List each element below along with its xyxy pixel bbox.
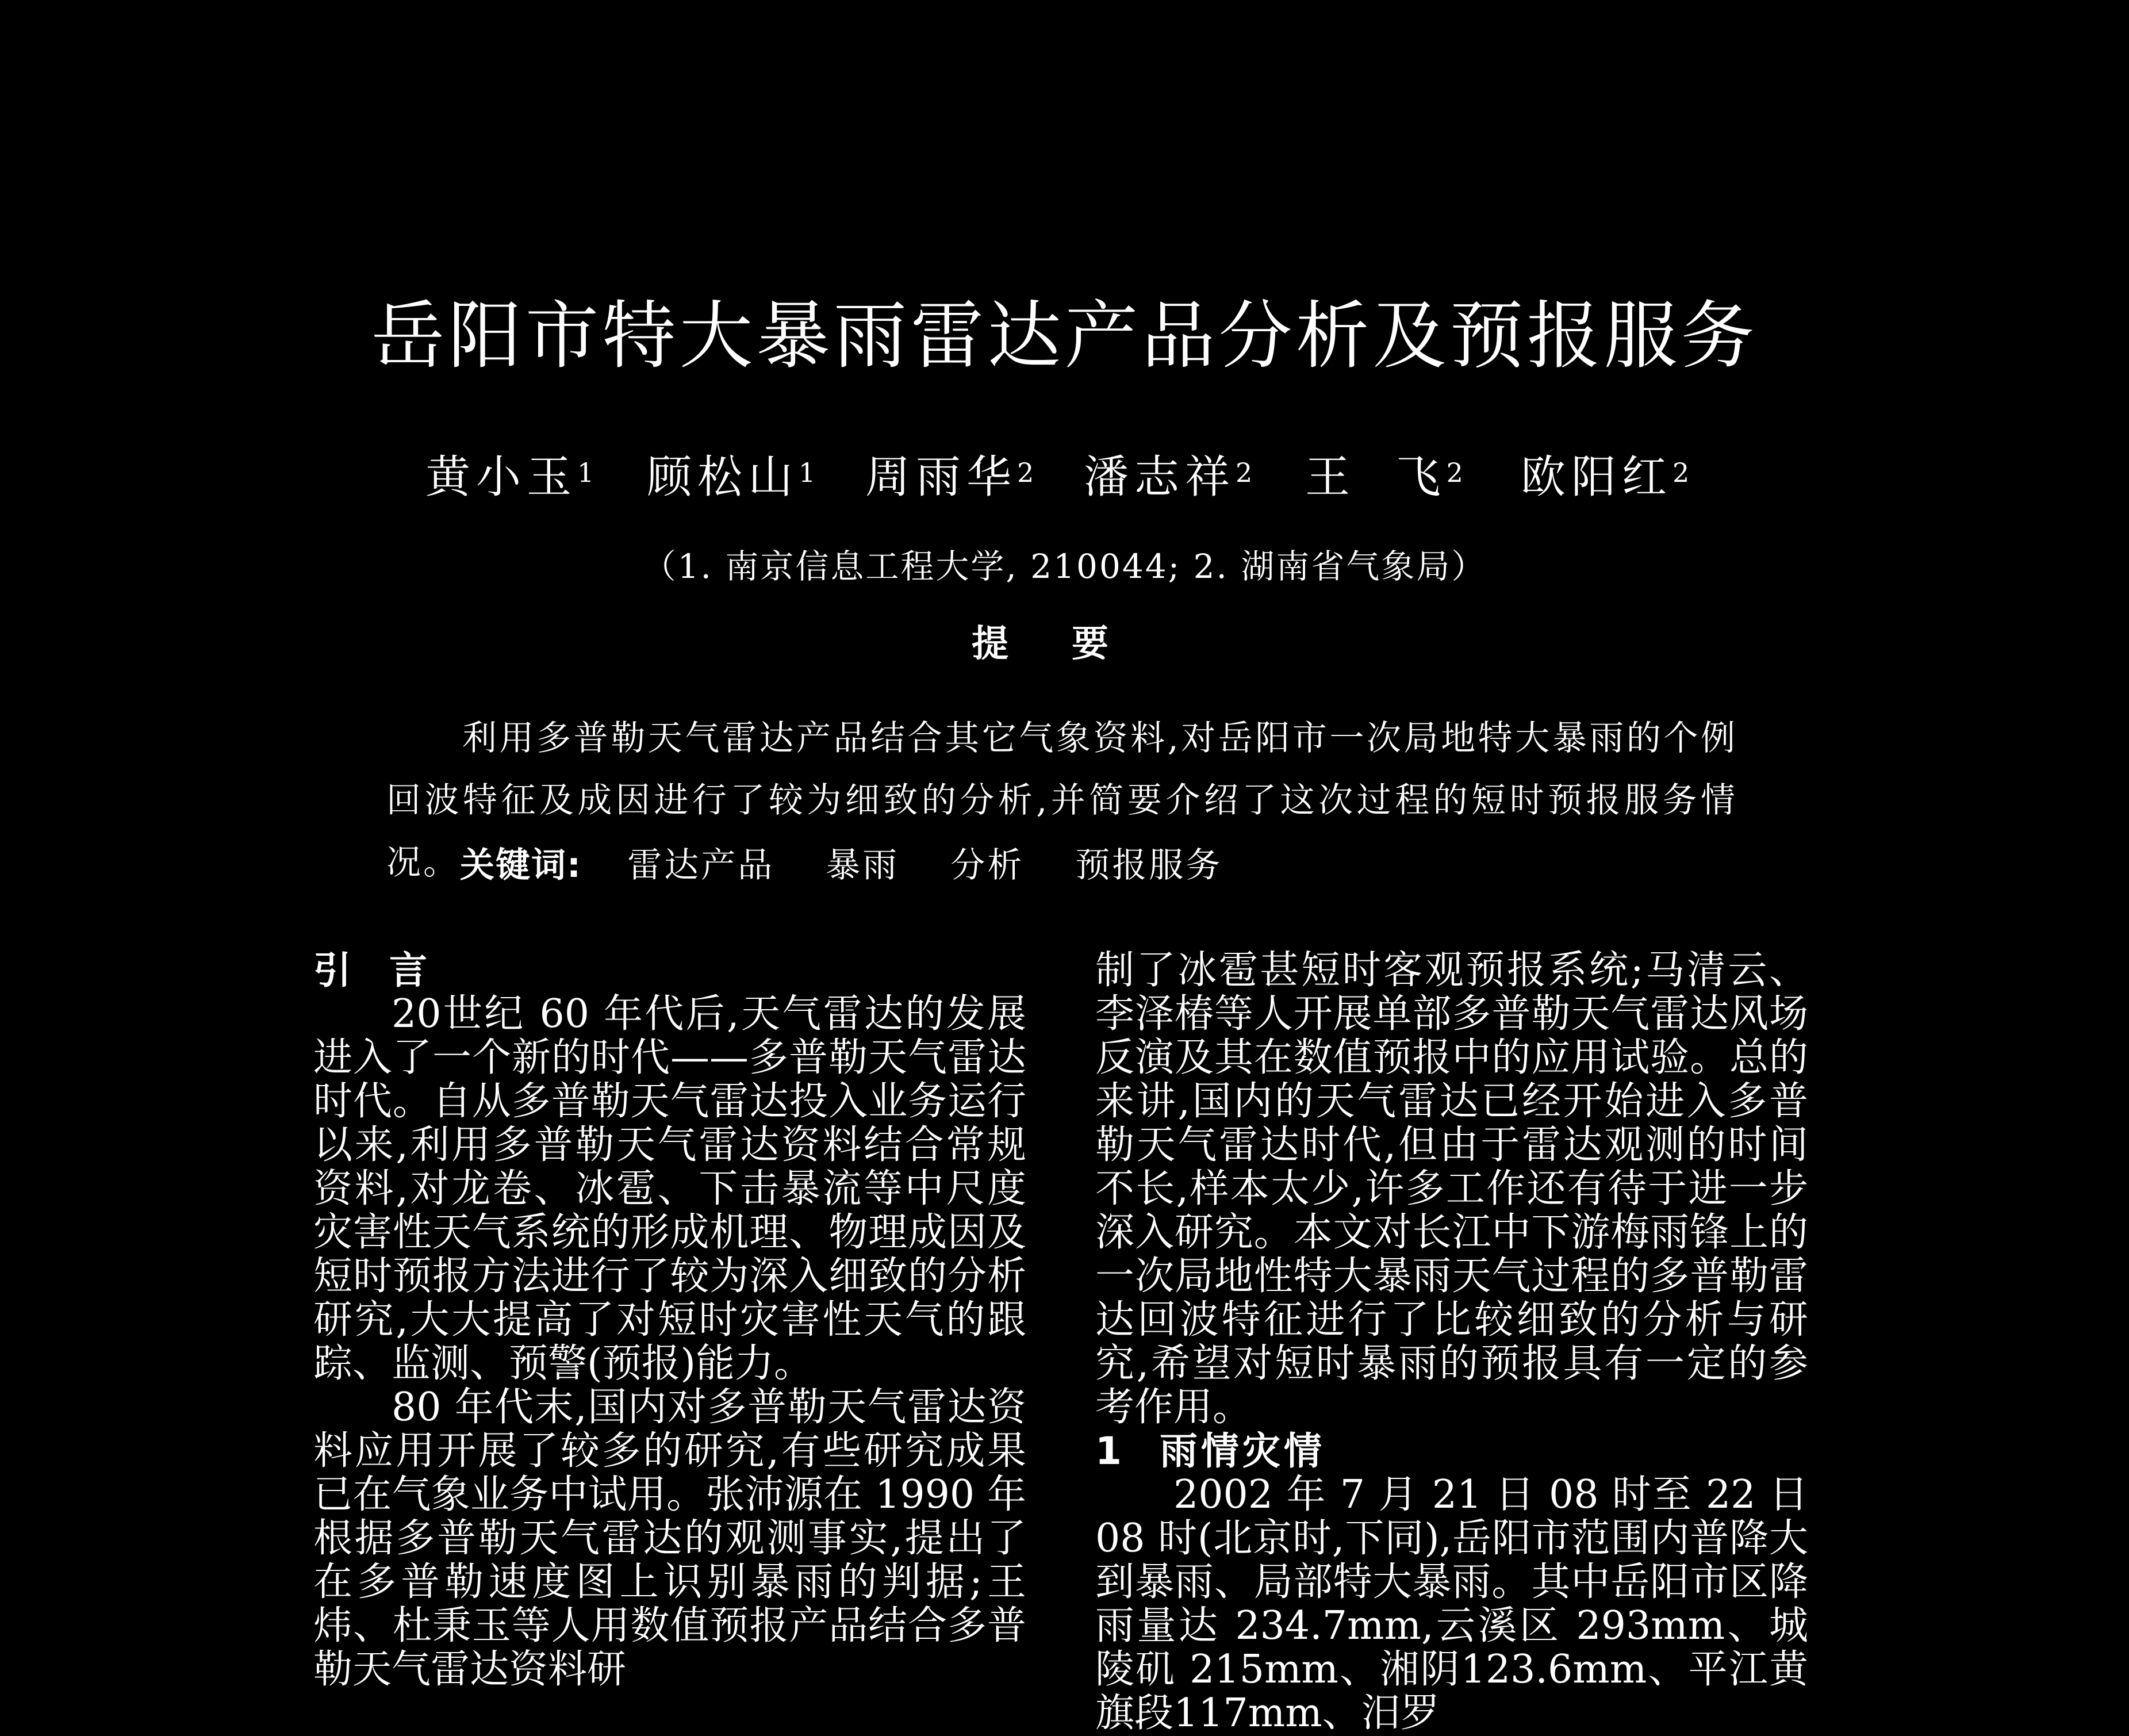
section-heading-char: 引: [313, 948, 355, 992]
abstract-text: 利用多普勒天气雷达产品结合其它气象资料,对岳阳市一次局地特大暴雨的个例回波特征及成因进行了较为细致的分析,并简要介绍了这次过程的短时预报服务情况。: [386, 718, 1737, 883]
author-affil-mark: 2: [1236, 457, 1253, 488]
body-paragraph: 20世纪 60 年代后,天气雷达的发展进入了一个新的时代——多普勒天气雷达时代。自从多普勒天气雷达投入业务运行以来,利用多普勒天气雷达资料结合常规资料,对龙卷、冰雹、下击暴流等中尺度灾害性天气系统的形成机理、物理成因及短时预报方法进行了较为深入细致的分析研究,大大提高了对短时灾害性天气的跟踪、监测、预警(预报)能力。: [313, 991, 1026, 1386]
author-affil-mark: 2: [1672, 457, 1690, 488]
keywords-label: 关键词:: [460, 845, 582, 886]
keywords-line: [460, 837, 1263, 894]
right-column: [1095, 949, 1808, 1735]
author-item: [1084, 446, 1252, 509]
author-name: 周雨华: [865, 451, 1018, 503]
author-affil-mark: 2: [1017, 457, 1034, 488]
author-affil-mark: 2: [1446, 457, 1463, 488]
body-paragraph: 80 年代末,国内对多普勒天气雷达资料应用开展了较多的研究,有些研究成果已在气象业务中试用。张沛源在 1990 年根据多普勒天气雷达的观测事实,提出了在多普勒速度图上识别暴雨的判据;王炜、杜秉玉等人用数值预报产品结合多普勒天气雷达资料研: [313, 1385, 1026, 1692]
section-heading-introduction: [313, 949, 1026, 992]
left-column: [313, 949, 1026, 1692]
paper-title: 岳阳市特大暴雨雷达产品分析及预报服务: [371, 293, 1758, 379]
section-number: 1: [1095, 1429, 1125, 1473]
author-item: [425, 446, 594, 509]
keyword-item: 分析: [950, 845, 1025, 886]
author-item: [1521, 446, 1689, 509]
author-name: 顾松山: [647, 451, 799, 503]
body-paragraph: 2002 年 7 月 21 日 08 时至 22 日 08 时(北京时,下同),岳阳市范围内普降大到暴雨、局部特大暴雨。其中岳阳市区降雨量达 234.7mm,云溪区 293mm、城陵矶 215mm、湘阴123.6mm、平江黄旗段117mm、汨罗: [1095, 1472, 1808, 1736]
section-heading-char: 言: [389, 948, 431, 992]
author-name: 王 飞: [1305, 451, 1447, 503]
abstract-heading: 提要: [972, 622, 1172, 665]
author-name: 欧阳红: [1521, 451, 1673, 503]
section-heading-rain-disaster: [1095, 1430, 1808, 1473]
author-affil-mark: 1: [577, 457, 594, 488]
affiliation-line: （1. 南京信息工程大学, 210044; 2. 湖南省气象局）: [642, 547, 1487, 586]
keyword-item: 暴雨: [826, 845, 900, 886]
author-item: [865, 446, 1034, 509]
section-title: 雨情灾情: [1159, 1429, 1325, 1473]
keyword-item: 雷达产品: [627, 845, 775, 886]
body-paragraph: 制了冰雹甚短时客观预报系统;马清云、李泽椿等人开展单部多普勒天气雷达风场反演及其在数值预报中的应用试验。总的来讲,国内的天气雷达已经开始进入多普勒天气雷达时代,但由于雷达观测的时间不长,样本太少,许多工作还有待于进一步深入研究。本文对长江中下游梅雨锋上的一次局地性特大暴雨天气过程的多普勒雷达回波特征进行了比较细致的分析与研究,希望对短时暴雨的预报具有一定的参考作用。: [1095, 948, 1808, 1430]
keyword-item: 预报服务: [1075, 845, 1223, 886]
author-name: 黄小玉: [425, 451, 578, 503]
author-item: [647, 446, 815, 509]
author-affil-mark: 1: [799, 457, 816, 488]
author-name: 潘志祥: [1084, 451, 1236, 503]
author-list: [425, 446, 1719, 509]
author-item: [1305, 446, 1463, 509]
